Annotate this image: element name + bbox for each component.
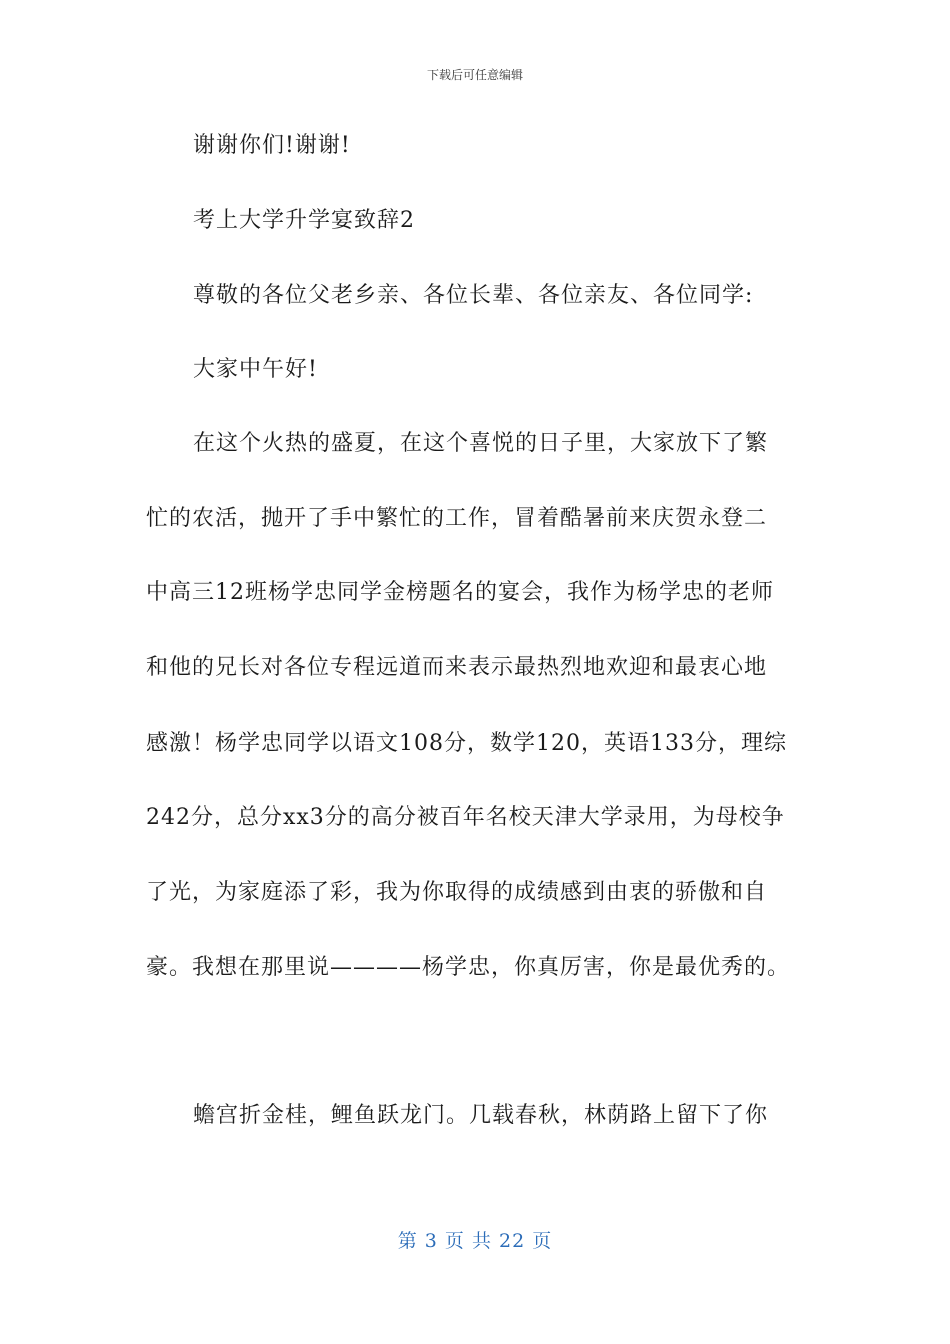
page-header: 下载后可任意编辑 xyxy=(426,68,523,82)
paragraph-line: 忙的农活，抛开了手中繁忙的工作，冒着酷暑前来庆贺永登二 xyxy=(146,506,768,531)
paragraph-line: 感激！杨学忠同学以语文108分，数学120，英语133分，理综 xyxy=(146,731,787,756)
paragraph-line: 和他的兄长对各位专程远道而来表示最热烈地欢迎和最衷心地 xyxy=(146,655,768,680)
paragraph-line: 豪。我想在那里说————杨学忠，你真厉害，你是最优秀的。 xyxy=(146,955,791,980)
page-number-footer: 第 3 页 共 22 页 xyxy=(397,1230,553,1252)
paragraph-line: 了光，为家庭添了彩，我为你取得的成绩感到由衷的骄傲和自 xyxy=(146,880,768,905)
paragraph-line: 蟾宫折金桂，鲤鱼跃龙门。几载春秋，林荫路上留下了你 xyxy=(193,1103,769,1128)
paragraph-line: 中高三12班杨学忠同学金榜题名的宴会，我作为杨学忠的老师 xyxy=(146,580,774,605)
paragraph-thanks: 谢谢你们!谢谢! xyxy=(193,133,351,158)
section-title: 考上大学升学宴致辞2 xyxy=(193,208,415,233)
paragraph-line: 在这个火热的盛夏，在这个喜悦的日子里，大家放下了繁 xyxy=(193,431,769,456)
paragraph-line: 242分，总分xx3分的高分被百年名校天津大学录用，为母校争 xyxy=(146,805,785,830)
salutation: 尊敬的各位父老乡亲、各位长辈、各位亲友、各位同学: xyxy=(193,283,754,308)
greeting: 大家中午好! xyxy=(193,357,318,382)
